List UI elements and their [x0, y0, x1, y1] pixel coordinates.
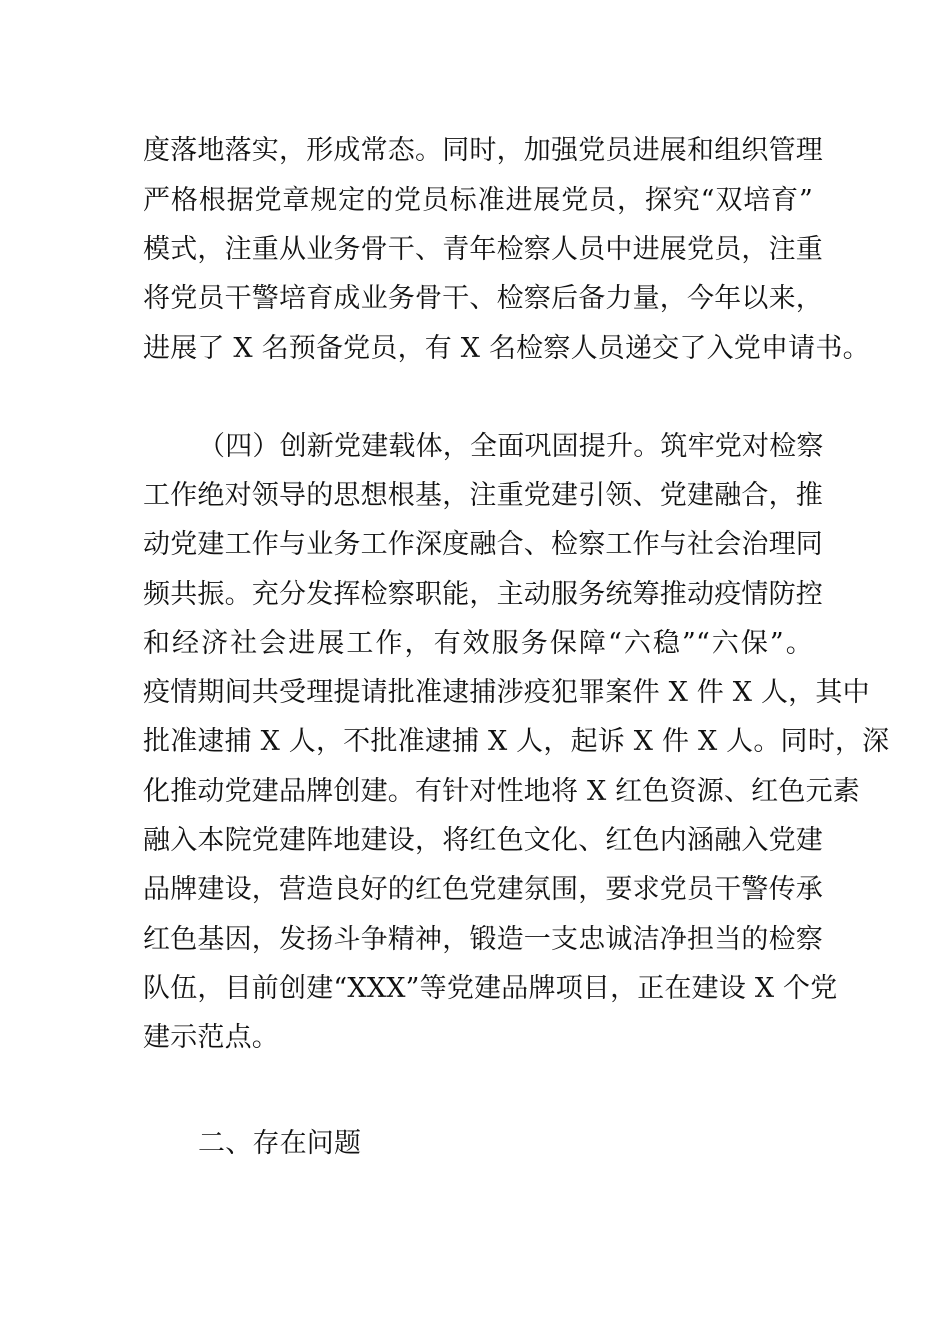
paragraph-line: 队伍，目前创建“XXX”等党建品牌项目，正在建设 X 个党 [143, 973, 838, 1004]
paragraph-line: 频共振。充分发挥检察职能，主动服务统筹推动疫情防控 [143, 579, 823, 610]
paragraph-line: 工作绝对领导的思想根基，注重党建引领、党建融合，推 [143, 480, 823, 511]
paragraph-line: 进展了 X 名预备党员，有 X 名检察人员递交了入党申请书。 [143, 333, 870, 364]
paragraph-line: 度落地落实，形成常态。同时，加强党员进展和组织管理 [143, 135, 823, 166]
paragraph-line: 和经济社会进展工作，有效服务保障“六稳”“六保”。 [143, 628, 813, 659]
paragraph-line: 化推动党建品牌创建。有针对性地将 X 红色资源、红色元素 [143, 776, 860, 807]
paragraph-line: 将党员干警培育成业务骨干、检察后备力量，今年以来， [143, 283, 823, 314]
paragraph-line: （四）创新党建载体，全面巩固提升。筑牢党对检察 [198, 431, 824, 462]
paragraph-line: 模式，注重从业务骨干、青年检察人员中进展党员，注重 [143, 234, 823, 265]
paragraph-line: 建示范点。 [143, 1022, 279, 1053]
paragraph-line: 动党建工作与业务工作深度融合、检察工作与社会治理同 [143, 529, 823, 560]
paragraph-line: 品牌建设，营造良好的红色党建氛围，要求党员干警传承 [143, 874, 823, 905]
section-heading: 二、存在问题 [198, 1128, 362, 1159]
paragraph-line: 批准逮捕 X 人，不批准逮捕 X 人，起诉 X 件 X 人。同时，深 [143, 726, 890, 757]
paragraph-line: 红色基因，发扬斗争精神，锻造一支忠诚洁净担当的检察 [143, 924, 823, 955]
paragraph-line: 疫情期间共受理提请批准逮捕涉疫犯罪案件 X 件 X 人，其中 [143, 677, 870, 708]
paragraph-line: 严格根据党章规定的党员标准进展党员，探究“双培育” [143, 185, 813, 216]
paragraph-line: 融入本院党建阵地建设，将红色文化、红色内涵融入党建 [143, 825, 823, 856]
